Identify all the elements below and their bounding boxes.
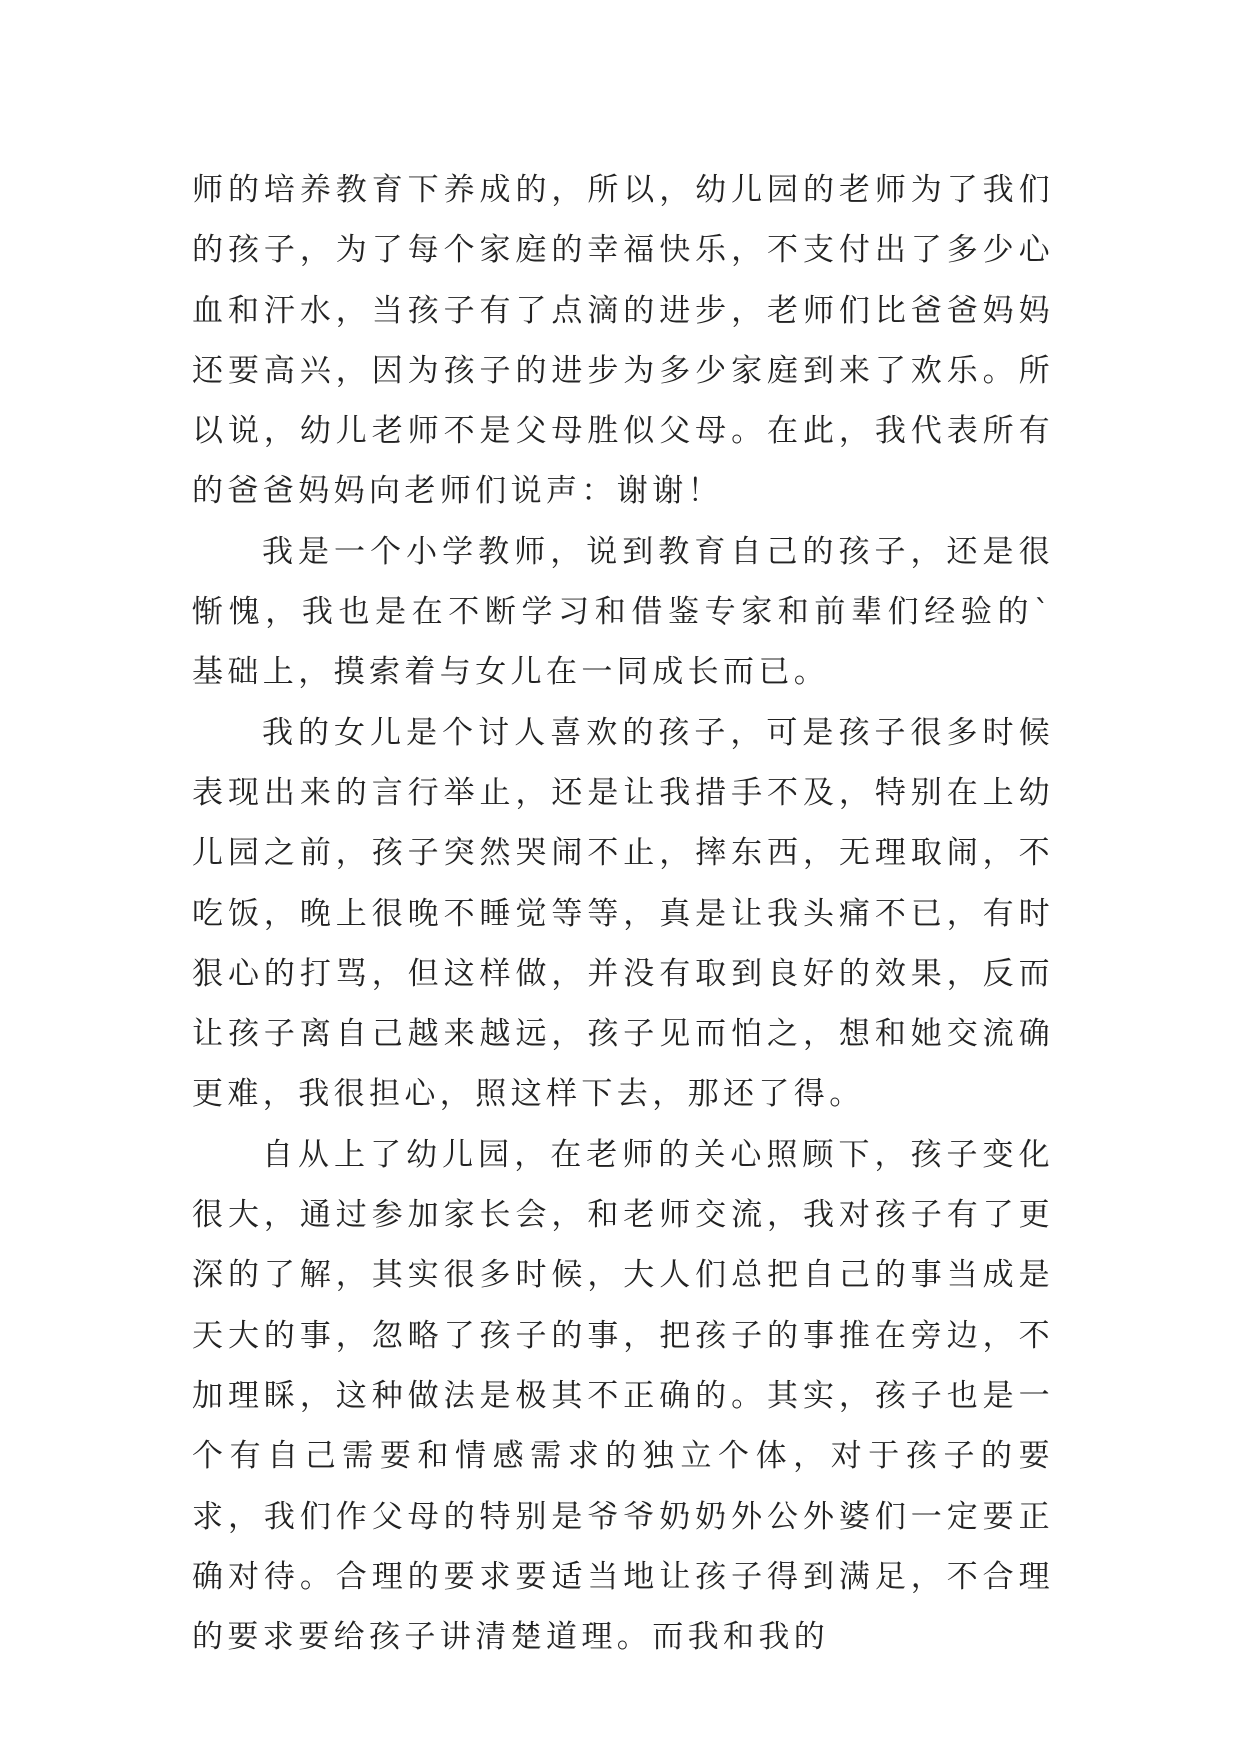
paragraph-3: 我的女儿是个讨人喜欢的孩子，可是孩子很多时候表现出来的言行举止，还是让我措手不及，特别在上幼儿园之前，孩子突然哭闹不止，摔东西，无理取闹，不吃饭，晚上很晚不睡觉等等，真是让我头痛不已，有时狠心的打骂，但这样做，并没有取到良好的效果，反而让孩子离自己越来越远，孩子见而怕之，想和她交流确更难，我很担心，照这样下去，那还了得。: [192, 714, 1054, 1113]
paragraph-4: 自从上了幼儿园，在老师的关心照顾下，孩子变化很大，通过参加家长会，和老师交流，我对孩子有了更深的了解，其实很多时候，大人们总把自己的事当成是天大的事，忽略了孩子的事，把孩子的事推在旁边，不加理睬，这种做法是极其不正确的。其实，孩子也是一个有自己需要和情感需求的独立个体，对于孩子的要求，我们作父母的特别是爷爷奶奶外公外婆们一定要正确对待。合理的要求要适当地让孩子得到满足，不合理的要求要给孩子讲清楚道理。而我和我的: [192, 1136, 1054, 1656]
paragraph-1: 师的培养教育下养成的，所以，幼儿园的老师为了我们的孩子，为了每个家庭的幸福快乐，不支付出了多少心血和汗水，当孩子有了点滴的进步，老师们比爸爸妈妈还要高兴，因为孩子的进步为多少家庭到来了欢乐。所以说，幼儿老师不是父母胜似父母。在此，我代表所有的爸爸妈妈向老师们说声：谢谢！: [192, 172, 1054, 510]
document-body: [192, 160, 1054, 1667]
paragraph-2: 我是一个小学教师，说到教育自己的孩子，还是很惭愧，我也是在不断学习和借鉴专家和前辈们经验的`基础上，摸索着与女儿在一同成长而已。: [192, 533, 1054, 691]
